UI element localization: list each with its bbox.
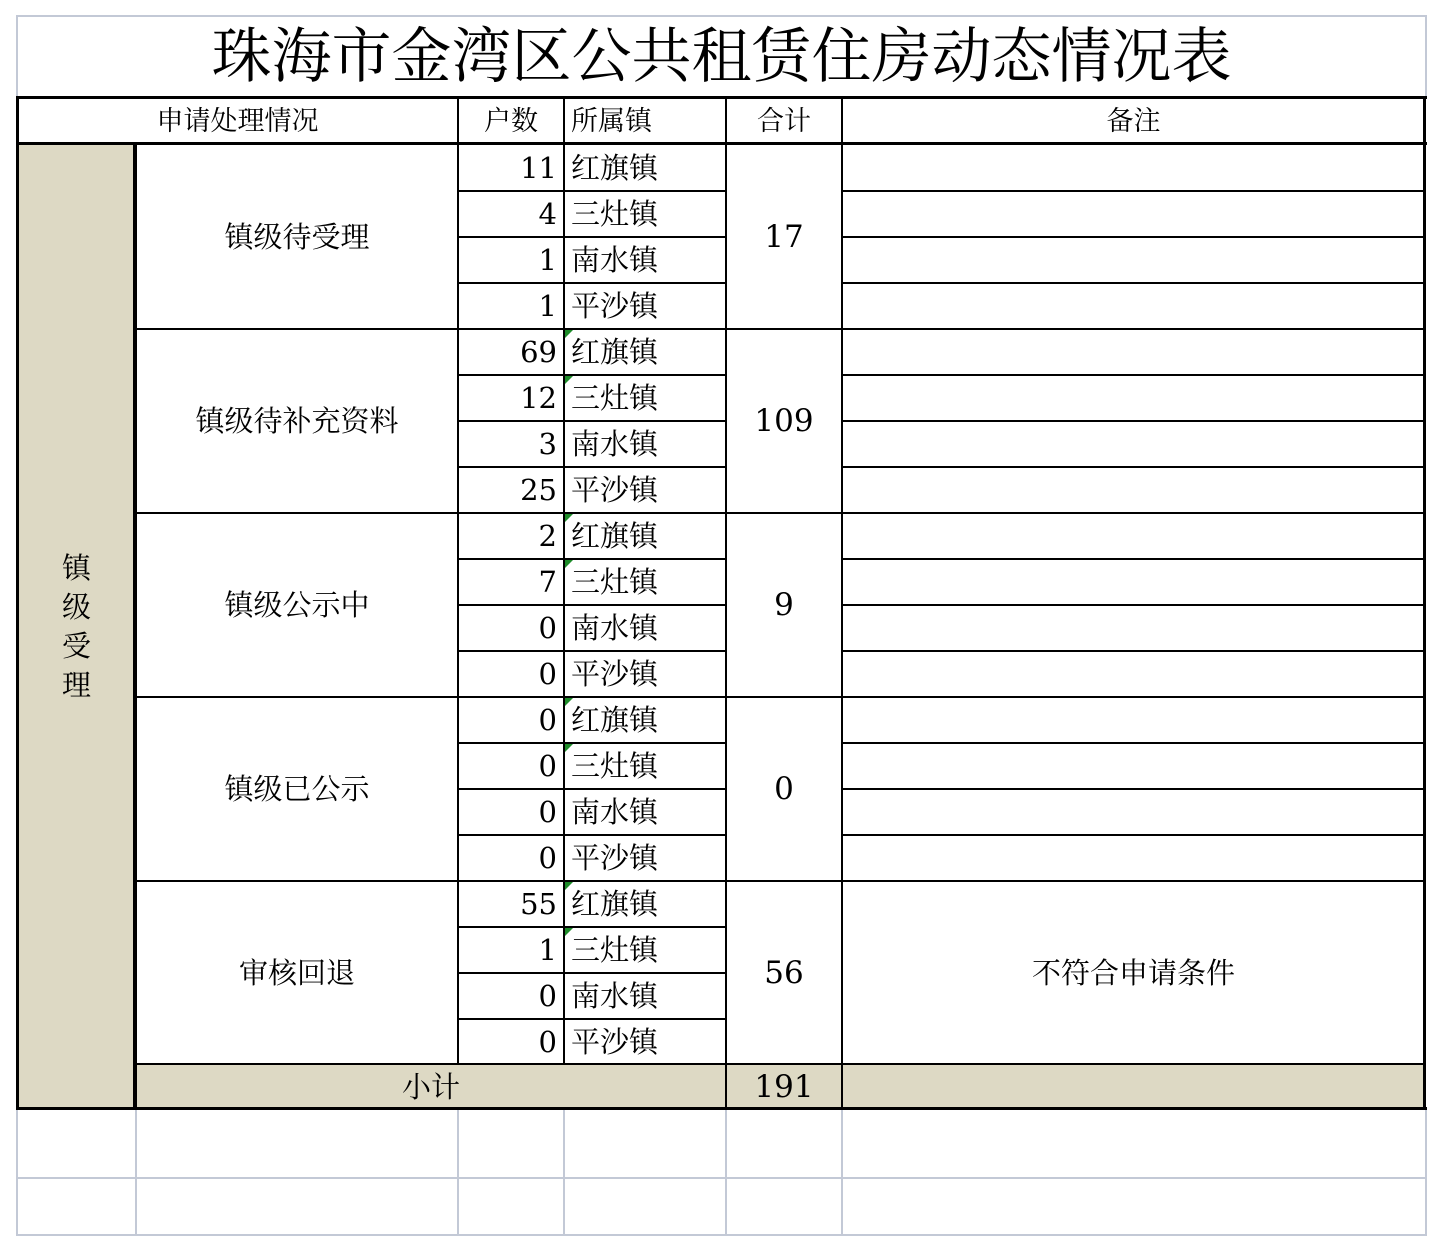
group-total: 17 — [764, 218, 804, 255]
household-count: 55 — [520, 886, 557, 921]
household-count: 1 — [538, 288, 557, 323]
household-count: 0 — [538, 702, 557, 737]
side-label-char: 理 — [61, 667, 91, 702]
status-category: 审核回退 — [238, 955, 355, 990]
error-flag-icon — [565, 698, 573, 706]
town-name: 平沙镇 — [571, 288, 659, 323]
error-flag-icon — [565, 560, 573, 568]
town-name: 三灶镇 — [571, 196, 659, 231]
header-town: 所属镇 — [571, 105, 652, 137]
header-households: 户数 — [484, 105, 538, 137]
group-total: 109 — [754, 402, 814, 439]
town-name: 红旗镇 — [571, 150, 659, 185]
town-name: 红旗镇 — [571, 518, 659, 553]
group-total: 9 — [774, 586, 794, 623]
error-flag-icon — [565, 514, 573, 522]
subtotal-value: 191 — [754, 1068, 814, 1105]
error-flag-icon — [565, 330, 573, 338]
household-count: 7 — [538, 564, 557, 599]
household-count: 2 — [538, 518, 557, 553]
household-count: 1 — [538, 932, 557, 967]
town-name: 三灶镇 — [571, 748, 659, 783]
side-label-char: 受 — [61, 628, 91, 663]
household-count: 0 — [538, 978, 557, 1013]
error-flag-icon — [565, 376, 573, 384]
side-label-char: 镇 — [61, 550, 91, 585]
household-count: 0 — [538, 610, 557, 645]
household-count: 0 — [538, 656, 557, 691]
household-count: 12 — [520, 380, 557, 415]
error-flag-icon — [565, 928, 573, 936]
side-label — [18, 145, 135, 1108]
town-name: 三灶镇 — [571, 932, 659, 967]
household-count: 4 — [538, 196, 557, 231]
sheet-title: 珠海市金湾区公共租赁住房动态情况表 — [211, 22, 1232, 92]
town-name: 三灶镇 — [571, 380, 659, 415]
town-name: 平沙镇 — [571, 472, 659, 507]
household-count: 25 — [520, 472, 557, 507]
status-category: 镇级待补充资料 — [195, 403, 399, 438]
town-name: 平沙镇 — [571, 656, 659, 691]
town-name: 南水镇 — [571, 794, 659, 829]
side-label-char: 级 — [61, 589, 91, 624]
town-name: 三灶镇 — [571, 564, 659, 599]
header-status: 申请处理情况 — [156, 105, 319, 137]
subtotal-label: 小计 — [401, 1069, 460, 1104]
group-remark: 不符合申请条件 — [1031, 955, 1235, 990]
town-name: 红旗镇 — [571, 334, 659, 369]
household-count: 3 — [538, 426, 557, 461]
town-name: 平沙镇 — [571, 840, 659, 875]
household-count: 11 — [520, 150, 557, 185]
household-count: 1 — [538, 242, 557, 277]
household-count: 0 — [538, 1024, 557, 1059]
household-count: 69 — [520, 334, 557, 369]
town-name: 平沙镇 — [571, 1024, 659, 1059]
town-name: 红旗镇 — [571, 702, 659, 737]
household-count: 0 — [538, 794, 557, 829]
status-category: 镇级已公示 — [224, 771, 370, 806]
header-remark: 备注 — [1106, 105, 1161, 137]
group-total: 56 — [764, 954, 804, 991]
header-total: 合计 — [757, 105, 811, 137]
town-name: 南水镇 — [571, 978, 659, 1013]
status-category: 镇级待受理 — [224, 219, 370, 254]
town-name: 南水镇 — [571, 610, 659, 645]
error-flag-icon — [565, 882, 573, 890]
group-total: 0 — [774, 770, 794, 807]
error-flag-icon — [565, 744, 573, 752]
town-name: 南水镇 — [571, 242, 659, 277]
town-name: 南水镇 — [571, 426, 659, 461]
household-count: 0 — [538, 840, 557, 875]
town-name: 红旗镇 — [571, 886, 659, 921]
status-category: 镇级公示中 — [224, 587, 370, 622]
household-count: 0 — [538, 748, 557, 783]
